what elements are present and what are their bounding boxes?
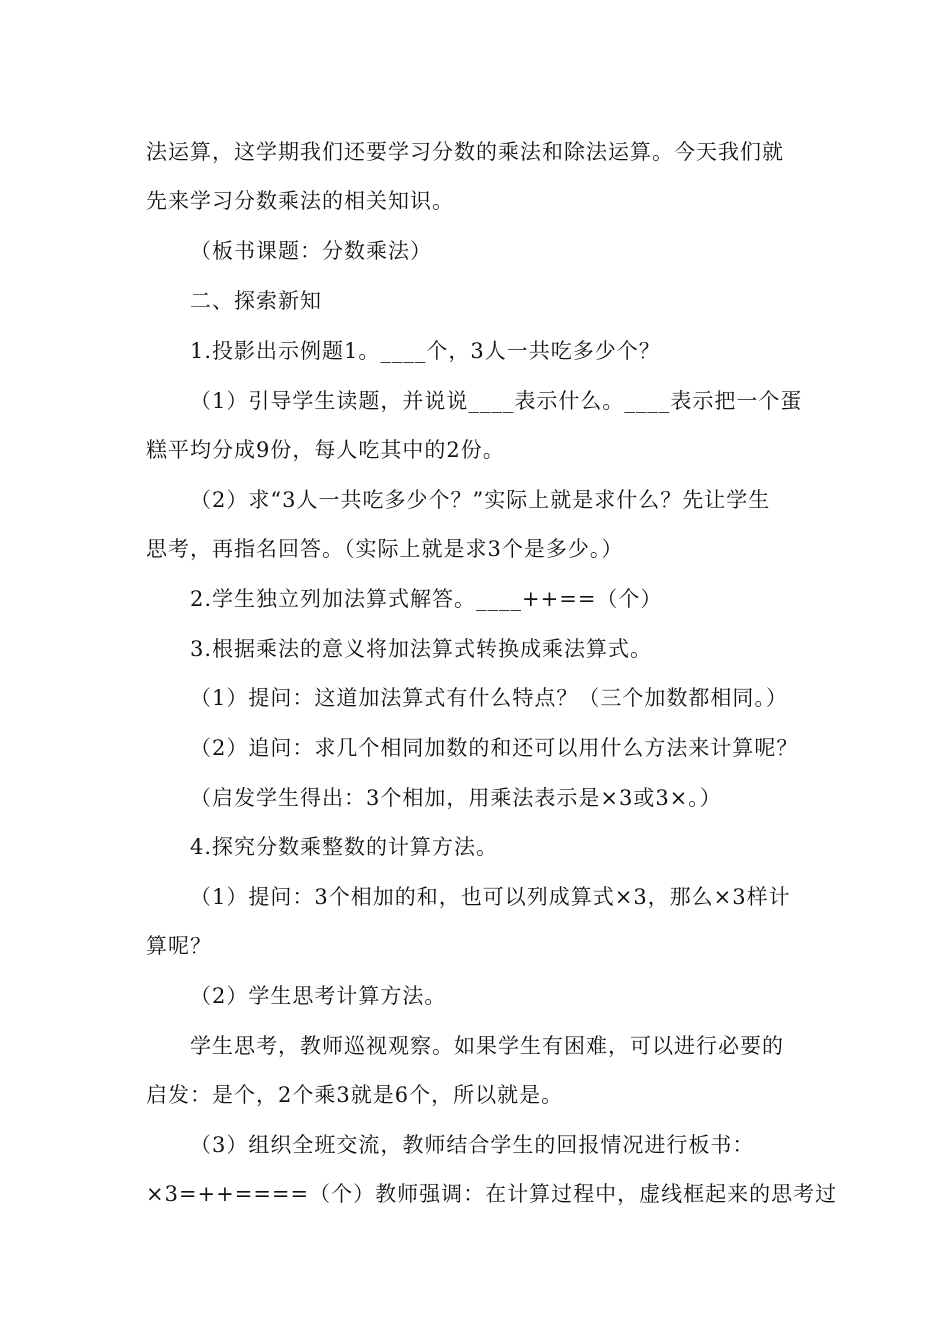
- text-line: 二、探索新知: [190, 289, 322, 313]
- text-line: 思考，再指名回答。（实际上就是求3个是多少。）: [146, 537, 624, 561]
- text-line: 2.学生独立列加法算式解答。____++==（个）: [190, 587, 663, 611]
- text-line: ×3=++====（个）教师强调：在计算过程中，虚线框起来的思考过: [146, 1182, 838, 1206]
- text-line: 算呢？: [146, 934, 212, 958]
- text-line: （1）引导学生读题，并说说____表示什么。____表示把一个蛋: [190, 389, 803, 413]
- text-line: 启发：是个，2个乘3就是6个，所以就是。: [146, 1083, 564, 1107]
- text-line: 先来学习分数乘法的相关知识。: [146, 189, 454, 213]
- text-line: 学生思考，教师巡视观察。如果学生有困难，可以进行必要的: [190, 1034, 784, 1058]
- text-line: （启发学生得出：3个相加，用乘法表示是×3或3×。）: [190, 786, 722, 810]
- text-line: 1.投影出示例题1。____个，3人一共吃多少个？: [190, 339, 661, 363]
- text-line: （板书课题：分数乘法）: [190, 239, 432, 263]
- text-line: （2）求“3人一共吃多少个？”实际上就是求什么？先让学生: [190, 488, 771, 512]
- text-line: （3）组织全班交流，教师结合学生的回报情况进行板书：: [190, 1133, 755, 1157]
- text-line: 3.根据乘法的意义将加法算式转换成乘法算式。: [190, 637, 653, 661]
- text-line: （2）学生思考计算方法。: [190, 984, 447, 1008]
- text-line: 法运算，这学期我们还要学习分数的乘法和除法运算。今天我们就: [146, 140, 784, 164]
- text-line: 4.探究分数乘整数的计算方法。: [190, 835, 499, 859]
- text-line: （1）提问：3个相加的和，也可以列成算式×3，那么×3样计: [190, 885, 791, 909]
- text-line: （1）提问：这道加法算式有什么特点？（三个加数都相同。）: [190, 686, 788, 710]
- text-line: （2）追问：求几个相同加数的和还可以用什么方法来计算呢？: [190, 736, 799, 760]
- text-line: 糕平均分成9份，每人吃其中的2份。: [146, 438, 505, 462]
